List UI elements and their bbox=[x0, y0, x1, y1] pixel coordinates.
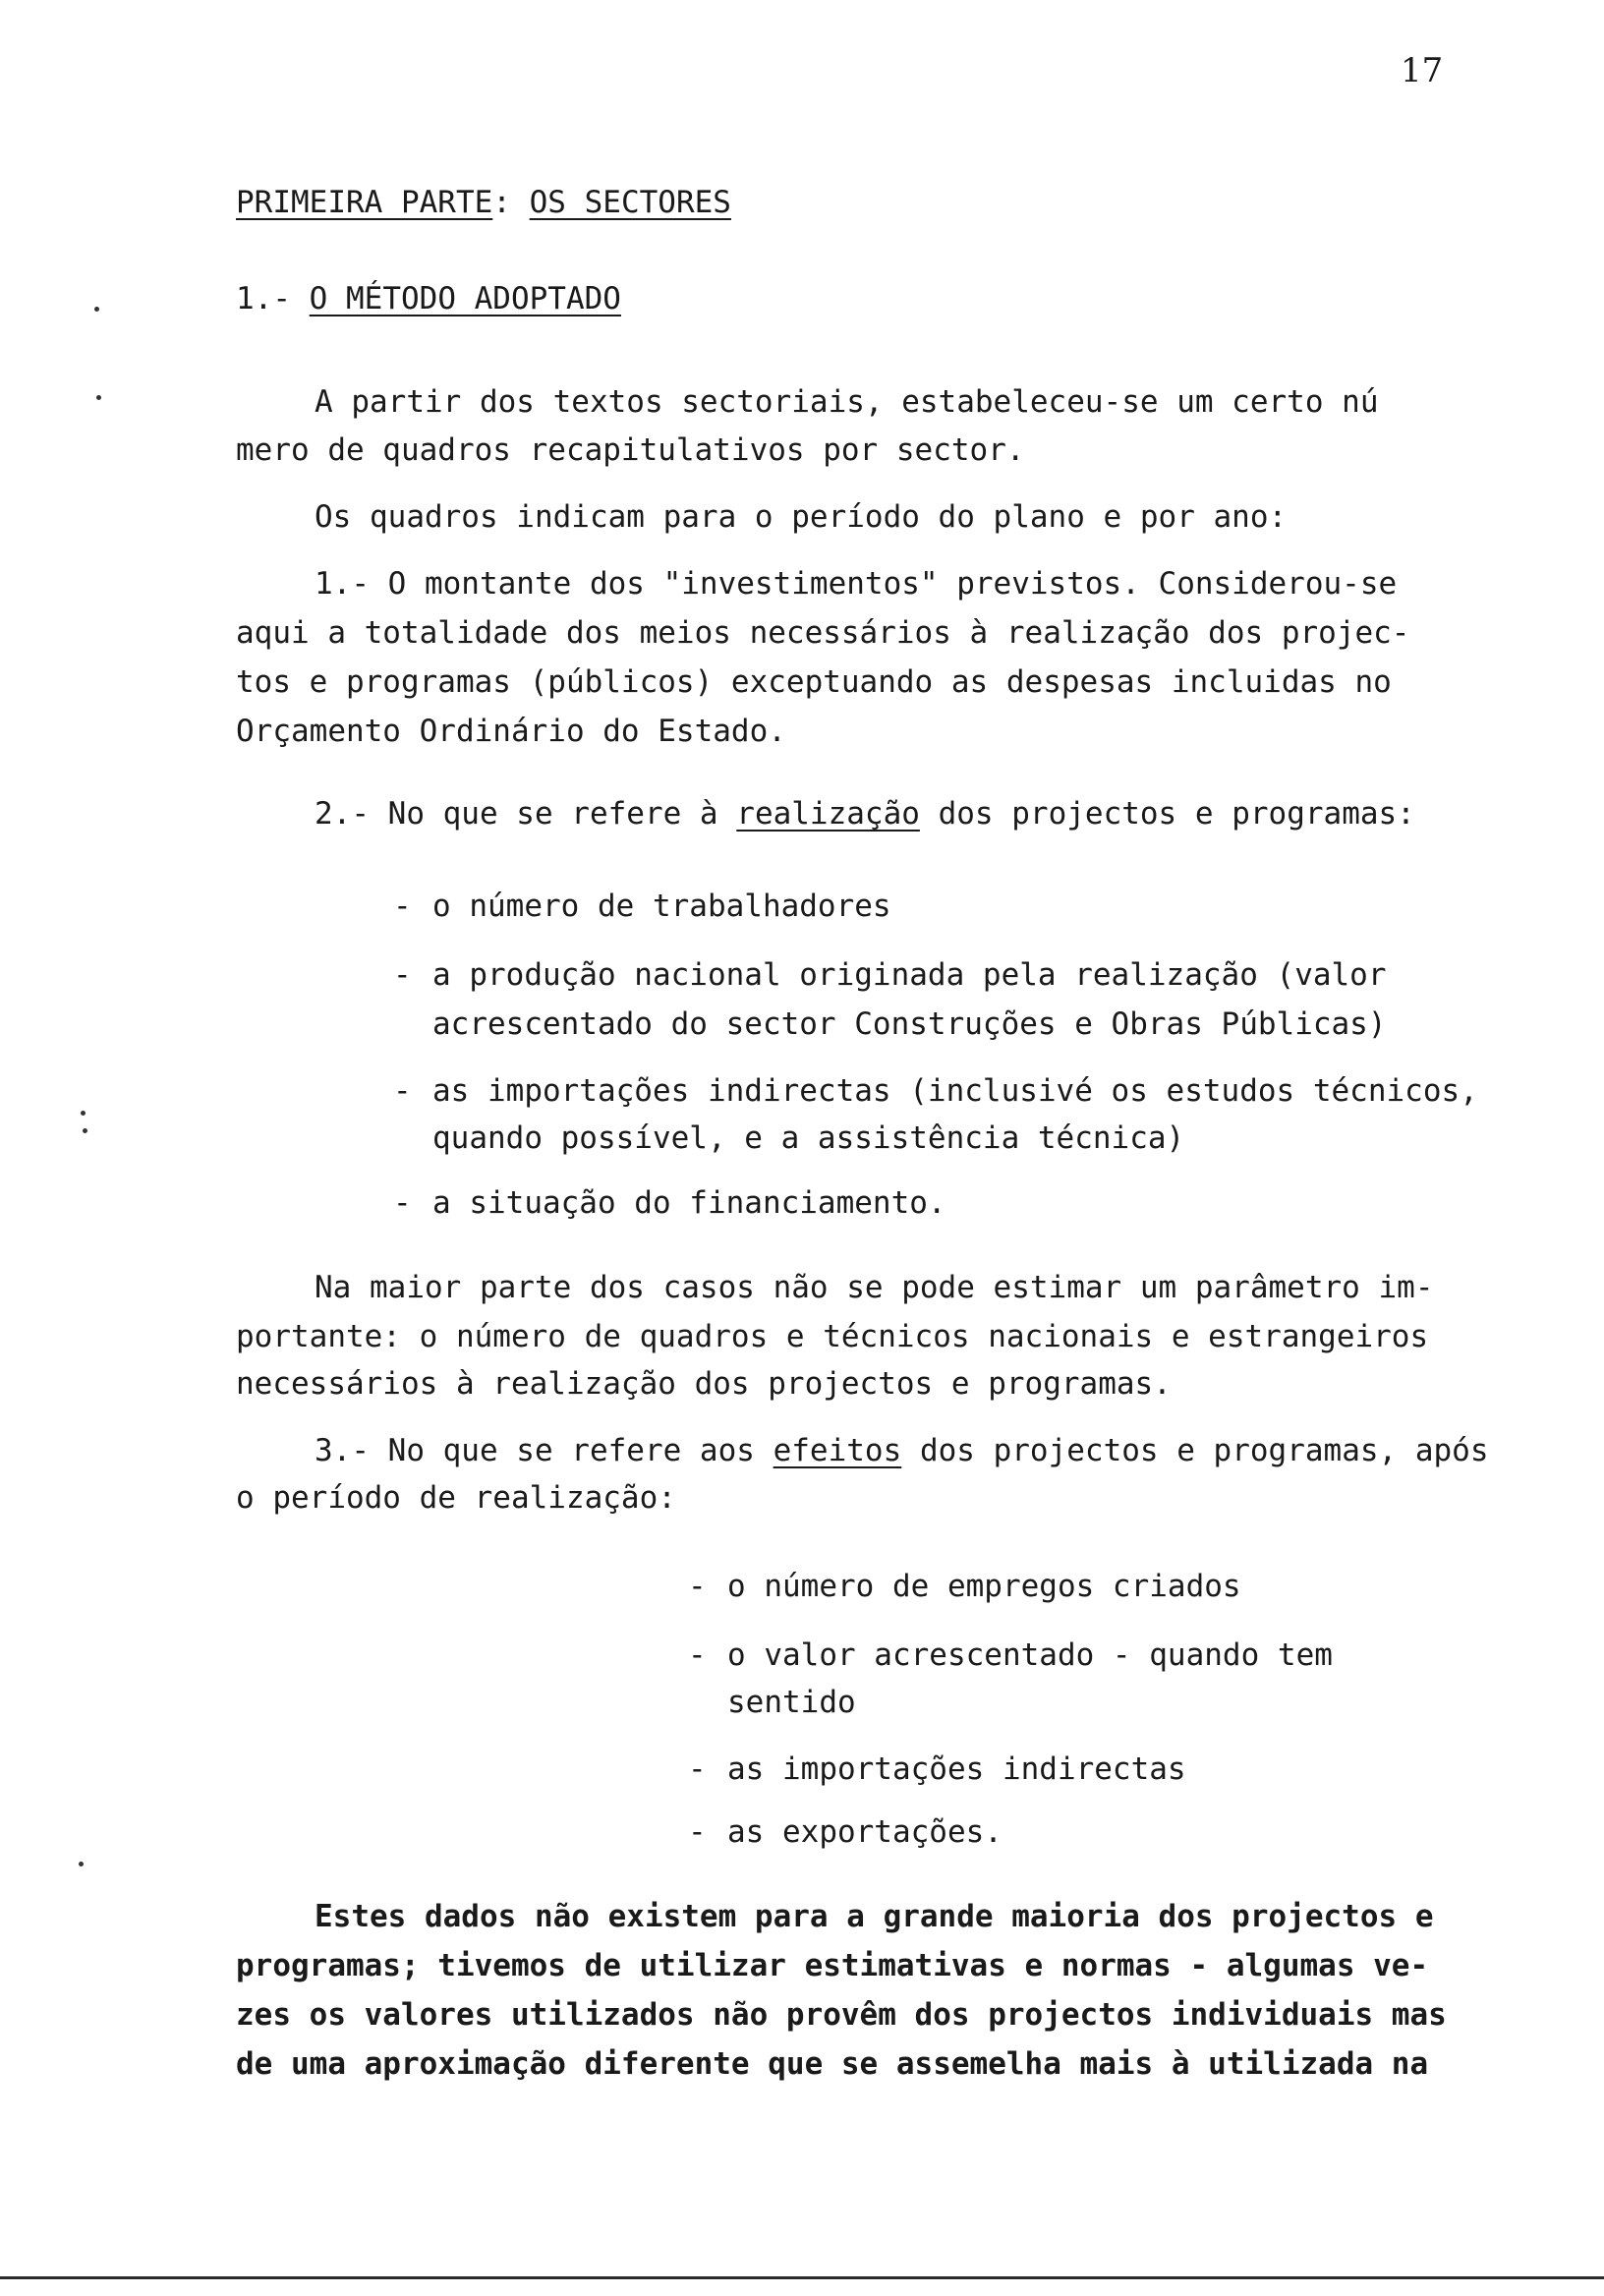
point3 bbox=[315, 1427, 1489, 1474]
part-heading-sep: : bbox=[492, 185, 511, 220]
point1-line-1: 1.- O montante dos "investimentos" previstos. Considerou-se bbox=[315, 566, 1398, 602]
point1-line-2: aqui a totalidade dos meios necessários à realização dos projec- bbox=[236, 615, 1410, 651]
scan-speck bbox=[79, 1862, 84, 1866]
point2-suffix: dos projectos e programas: bbox=[938, 796, 1415, 832]
bottom-rule bbox=[0, 2276, 1604, 2279]
list-item bbox=[393, 1067, 1478, 1115]
point3-line-2: o período de realização: bbox=[236, 1480, 676, 1516]
list-item-text: o número de empregos criados bbox=[727, 1569, 1241, 1604]
point3-suffix: dos projectos e programas, após bbox=[919, 1433, 1489, 1468]
scan-speck bbox=[96, 395, 101, 400]
section-number: 1.- bbox=[236, 281, 291, 316]
bullet-dash: - bbox=[688, 1569, 707, 1604]
page-number: 17 bbox=[1401, 51, 1444, 90]
para-estes-line-3: zes os valores utilizados não provêm dos projectos individuais mas bbox=[236, 1997, 1447, 2033]
list-item-text: o valor acrescentado - quando tem bbox=[727, 1637, 1333, 1673]
list-item-text: a situação do financiamento. bbox=[432, 1185, 946, 1221]
para-maior-line-2: portante: o número de quadros e técnicos nacionais e estrangeiros bbox=[236, 1319, 1429, 1354]
list-item-text: a produção nacional originada pela realização (valor bbox=[432, 957, 1387, 993]
point1-line-3: tos e programas (públicos) exceptuando as despesas incluidas no bbox=[236, 664, 1392, 700]
point3-prefix: 3.- No que se refere aos bbox=[315, 1433, 755, 1468]
point3-underlined: efeitos bbox=[773, 1433, 902, 1468]
intro-line-1: A partir dos textos sectoriais, estabeleceu-se um certo nú bbox=[315, 384, 1379, 420]
bullet-dash: - bbox=[688, 1814, 707, 1850]
bullet-dash: - bbox=[688, 1751, 707, 1787]
list-item-text: as exportações. bbox=[727, 1814, 1002, 1850]
part-heading-title: OS SECTORES bbox=[529, 185, 731, 220]
section-heading bbox=[236, 275, 621, 322]
para-maior-line-1: Na maior parte dos casos não se pode estimar um parâmetro im- bbox=[315, 1270, 1434, 1305]
list-item bbox=[393, 883, 891, 930]
list-item-continuation: quando possível, e a assistência técnica) bbox=[432, 1120, 1185, 1156]
point2-prefix: 2.- No que se refere à bbox=[315, 796, 718, 832]
intro-line-2: mero de quadros recapitulativos por sector. bbox=[236, 432, 1025, 468]
list-item-text: o número de trabalhadores bbox=[432, 889, 891, 924]
bullet-dash: - bbox=[688, 1637, 707, 1673]
para-estes-line-2: programas; tivemos de utilizar estimativas e normas - algumas ve- bbox=[236, 1948, 1429, 1983]
list-item bbox=[688, 1808, 1002, 1856]
list-item bbox=[688, 1746, 1186, 1793]
scan-speck bbox=[83, 1128, 87, 1133]
scan-speck bbox=[94, 307, 99, 312]
bullet-dash: - bbox=[393, 889, 412, 924]
list-item bbox=[688, 1563, 1241, 1610]
point2-underlined: realização bbox=[736, 796, 920, 832]
list-item bbox=[688, 1632, 1333, 1679]
section-title: O MÉTODO ADOPTADO bbox=[309, 281, 621, 316]
para-estes-line-1: Estes dados não existem para a grande maioria dos projectos e bbox=[315, 1899, 1434, 1934]
part-heading bbox=[236, 179, 731, 226]
bullet-dash: - bbox=[393, 957, 412, 993]
para-maior-line-3: necessários à realização dos projectos e programas. bbox=[236, 1366, 1172, 1402]
para-estes-line-4: de uma aproximação diferente que se assemelha mais à utilizada na bbox=[236, 2046, 1429, 2082]
list-item bbox=[393, 951, 1387, 999]
point2 bbox=[315, 790, 1415, 837]
quadros-sentence: Os quadros indicam para o período do plano e por ano: bbox=[315, 499, 1288, 535]
list-item bbox=[393, 1179, 946, 1227]
scan-speck bbox=[81, 1111, 86, 1116]
part-heading-part: PRIMEIRA PARTE bbox=[236, 185, 493, 220]
list-item-continuation: sentido bbox=[727, 1685, 856, 1720]
point1-line-4: Orçamento Ordinário do Estado. bbox=[236, 714, 786, 749]
list-item-continuation: acrescentado do sector Construções e Obras Públicas) bbox=[432, 1006, 1387, 1042]
list-item-text: as importações indirectas (inclusivé os estudos técnicos, bbox=[432, 1073, 1478, 1109]
list-item-text: as importações indirectas bbox=[727, 1751, 1186, 1787]
bullet-dash: - bbox=[393, 1073, 412, 1109]
bullet-dash: - bbox=[393, 1185, 412, 1221]
